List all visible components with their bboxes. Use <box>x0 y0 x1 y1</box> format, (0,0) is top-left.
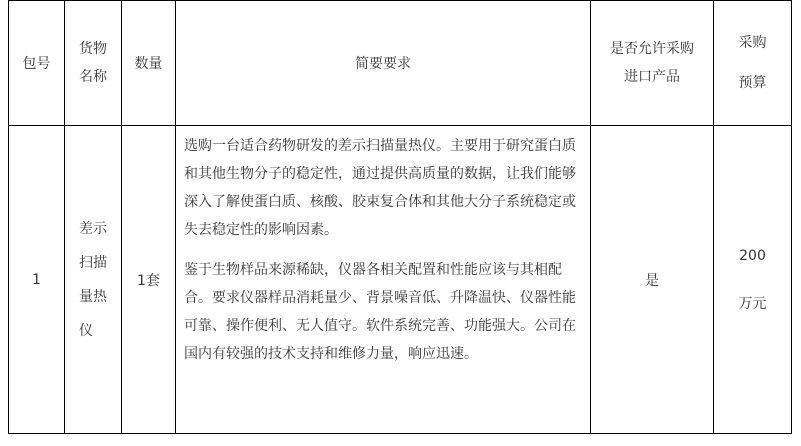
goods-name-line: 扫描 <box>79 254 107 271</box>
cell-package: 1 <box>9 126 65 434</box>
table-row <box>9 126 792 434</box>
header-budget <box>714 1 792 126</box>
procurement-table <box>8 0 792 434</box>
cell-budget <box>714 126 792 434</box>
budget-unit: 万元 <box>738 295 767 312</box>
header-import-allowed <box>591 1 714 126</box>
goods-name-line: 量热 <box>79 288 107 305</box>
cell-quantity: 1套 <box>122 126 176 434</box>
header-goods-name-line: 货物 <box>79 41 107 57</box>
goods-name-line: 差示 <box>79 220 107 237</box>
header-budget-line: 预算 <box>738 75 767 91</box>
budget-amount: 200 <box>739 247 766 264</box>
header-import-allowed-line: 进口产品 <box>624 69 680 85</box>
header-requirements: 简要要求 <box>176 1 591 126</box>
requirements-paragraph: 选购一台适合药物研发的差示扫描量热仪。主要用于研究蛋白质和其他生物分子的稳定性，通过提供高质量的数据，让我们能够深入了解使蛋白质、核酸、胶束复合体和其他大分子系统稳定或失去稳定性的影响因素。 <box>184 138 576 238</box>
cell-import-allowed: 是 <box>591 126 714 434</box>
header-package: 包号 <box>9 1 65 126</box>
header-row <box>9 1 792 126</box>
cell-goods-name <box>65 126 122 434</box>
header-import-allowed-line: 是否允许采购 <box>610 41 694 57</box>
header-quantity: 数量 <box>122 1 176 126</box>
header-goods-name <box>65 1 122 126</box>
header-budget-line: 采购 <box>738 35 767 51</box>
goods-name-line: 仪 <box>79 322 93 339</box>
cell-requirements <box>176 126 591 434</box>
header-goods-name-line: 名称 <box>79 69 107 85</box>
requirements-paragraph: 鉴于生物样品来源稀缺，仪器各相关配置和性能应该与其相配合。要求仪器样品消耗量少、背景噪音低、升降温快、仪器性能可靠、操作便利、无人值守。软件系统完善、功能强大。公司在国内有较强的技术支持和维修力量，响应迅速。 <box>184 262 576 362</box>
